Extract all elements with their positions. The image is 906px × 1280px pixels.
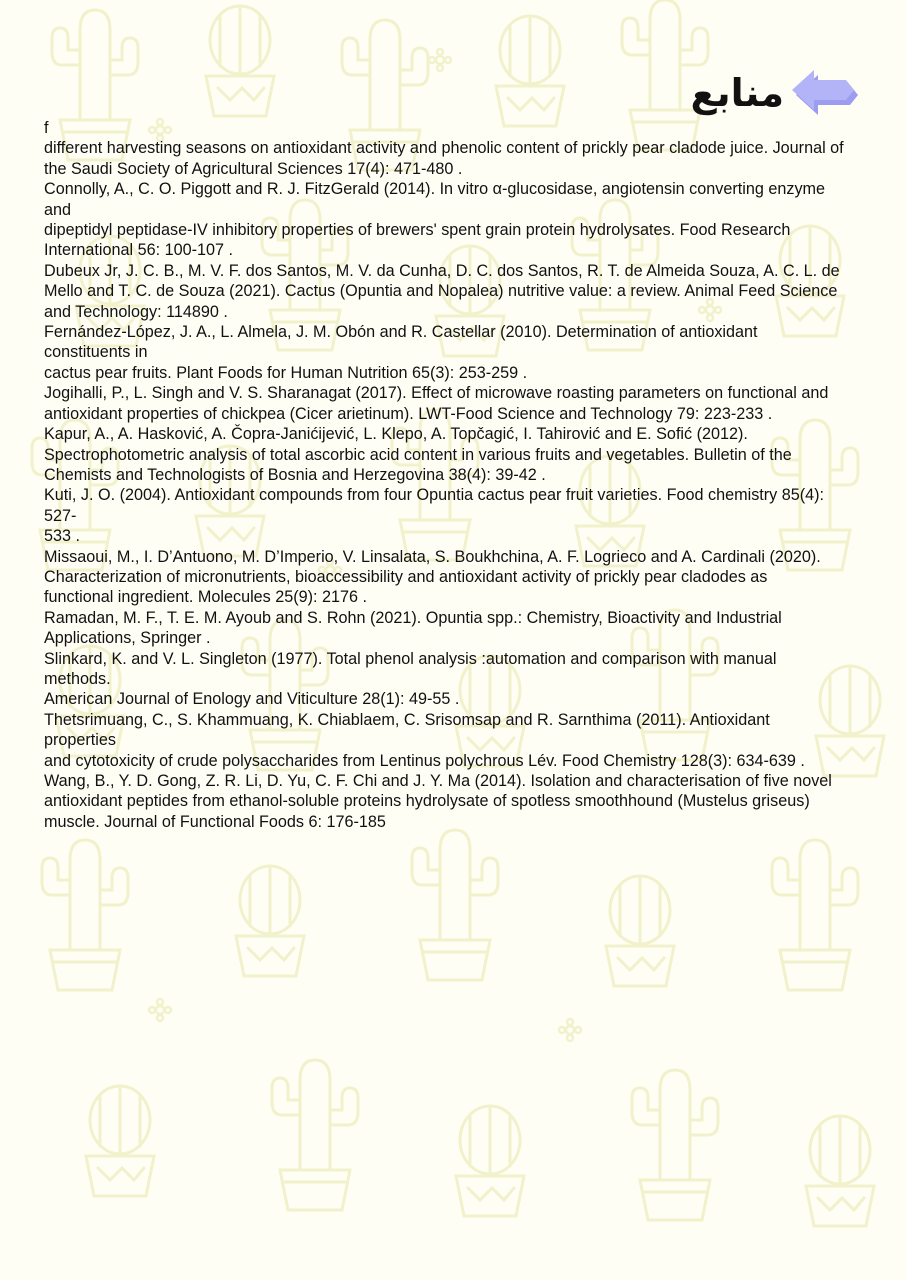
reference-line: Dubeux Jr, J. C. B., M. V. F. dos Santos, M. V. da Cunha, D. C. dos Santos, R. T. de Almeida Souza, A. C. L. de bbox=[44, 261, 840, 280]
reference-line: f bbox=[44, 119, 49, 137]
reference-line: Kapur, A., A. Hasković, A. Čopra-Janićijević, L. Klepo, A. Topčagić, I. Tahirović and E. Sofić (2012). bbox=[44, 425, 748, 444]
reference-line: cactus pear fruits. Plant Foods for Human Nutrition 65(3): 253-259 . bbox=[44, 363, 528, 382]
reference-line: International 56: 100-107 . bbox=[44, 241, 233, 260]
reference-line: 533 . bbox=[44, 527, 81, 546]
reference-line: muscle. Journal of Functional Foods 6: 176-185 bbox=[44, 812, 386, 831]
left-arrow-icon bbox=[790, 68, 858, 118]
reference-line: the Saudi Society of Agricultural Sciences 17(4): 471-480 . bbox=[44, 159, 463, 178]
reference-line: Ramadan, M. F., T. E. M. Ayoub and S. Rohn (2021). Opuntia spp.: Chemistry, Bioactivity and Industrial bbox=[44, 608, 782, 627]
reference-line: Thetsrimuang, C., S. Khammuang, K. Chiablaem, C. Srisomsap and R. Sarnthima (2011). Antioxidant properties bbox=[44, 710, 775, 750]
reference-line: Applications, Springer . bbox=[44, 629, 211, 648]
reference-line: Mello and T. C. de Souza (2021). Cactus (Opuntia and Nopalea) nutritive value: a review. Animal Feed Science bbox=[44, 282, 838, 301]
reference-line: Wang, B., Y. D. Gong, Z. R. Li, D. Yu, C. F. Chi and J. Y. Ma (2014). Isolation and characterisation of five novel bbox=[44, 772, 832, 790]
reference-line: Kuti, J. O. (2004). Antioxidant compounds from four Opuntia cactus pear fruit varieties. Food chemistry 85(4): 527- bbox=[44, 486, 829, 525]
reference-line: Connolly, A., C. O. Piggott and R. J. FitzGerald (2014). In vitro α-glucosidase, angiotensin converting enzyme and bbox=[44, 180, 830, 219]
reference-line: Jogihalli, P., L. Singh and V. S. Sharanagat (2017). Effect of microwave roasting parameters on functional and bbox=[44, 384, 829, 403]
reference-line: Chemists and Technologists of Bosnia and Herzegovina 38(4): 39-42 . bbox=[44, 465, 546, 484]
reference-line: Fernández-López, J. A., L. Almela, J. M. Obón and R. Castellar (2010). Determination of antioxidant constituents in bbox=[44, 323, 763, 362]
reference-line: Slinkard, K. and V. L. Singleton (1977). Total phenol analysis :automation and comparison with manual methods. bbox=[44, 649, 781, 688]
reference-line: dipeptidyl peptidase-IV inhibitory properties of brewers' spent grain protein hydrolysates. Food Research bbox=[44, 221, 791, 240]
page-header bbox=[690, 62, 858, 124]
reference-line: and Technology: 114890 . bbox=[44, 302, 228, 321]
reference-line: and cytotoxicity of crude polysaccharides from Lentinus polychrous Lév. Food Chemistry 128(3): 634-639 . bbox=[44, 751, 805, 770]
references-list bbox=[44, 118, 844, 832]
reference-line: antioxidant peptides from ethanol-soluble proteins hydrolysate of spotless smoothhound (Mustelus griseus) bbox=[44, 792, 810, 811]
reference-line: American Journal of Enology and Viticulture 28(1): 49-55 . bbox=[44, 690, 460, 709]
reference-line: Missaoui, M., I. D’Antuono, M. D’Imperio, V. Linsalata, S. Boukhchina, A. F. Logrieco and A. Cardinali (2020). bbox=[44, 547, 821, 566]
reference-line: different harvesting seasons on antioxidant activity and phenolic content of prickly pear cladode juice. Journal of bbox=[44, 139, 844, 158]
page-title: منابع bbox=[690, 71, 784, 115]
reference-line: Characterization of micronutrients, bioaccessibility and antioxidant activity of prickly pear cladodes as bbox=[44, 567, 768, 586]
reference-line: antioxidant properties of chickpea (Cicer arietinum). LWT-Food Science and Technology 79: 223-233 . bbox=[44, 404, 773, 423]
reference-line: functional ingredient. Molecules 25(9): 2176 . bbox=[44, 588, 368, 607]
reference-line: Spectrophotometric analysis of total ascorbic acid content in various fruits and vegetables. Bulletin of the bbox=[44, 445, 792, 464]
